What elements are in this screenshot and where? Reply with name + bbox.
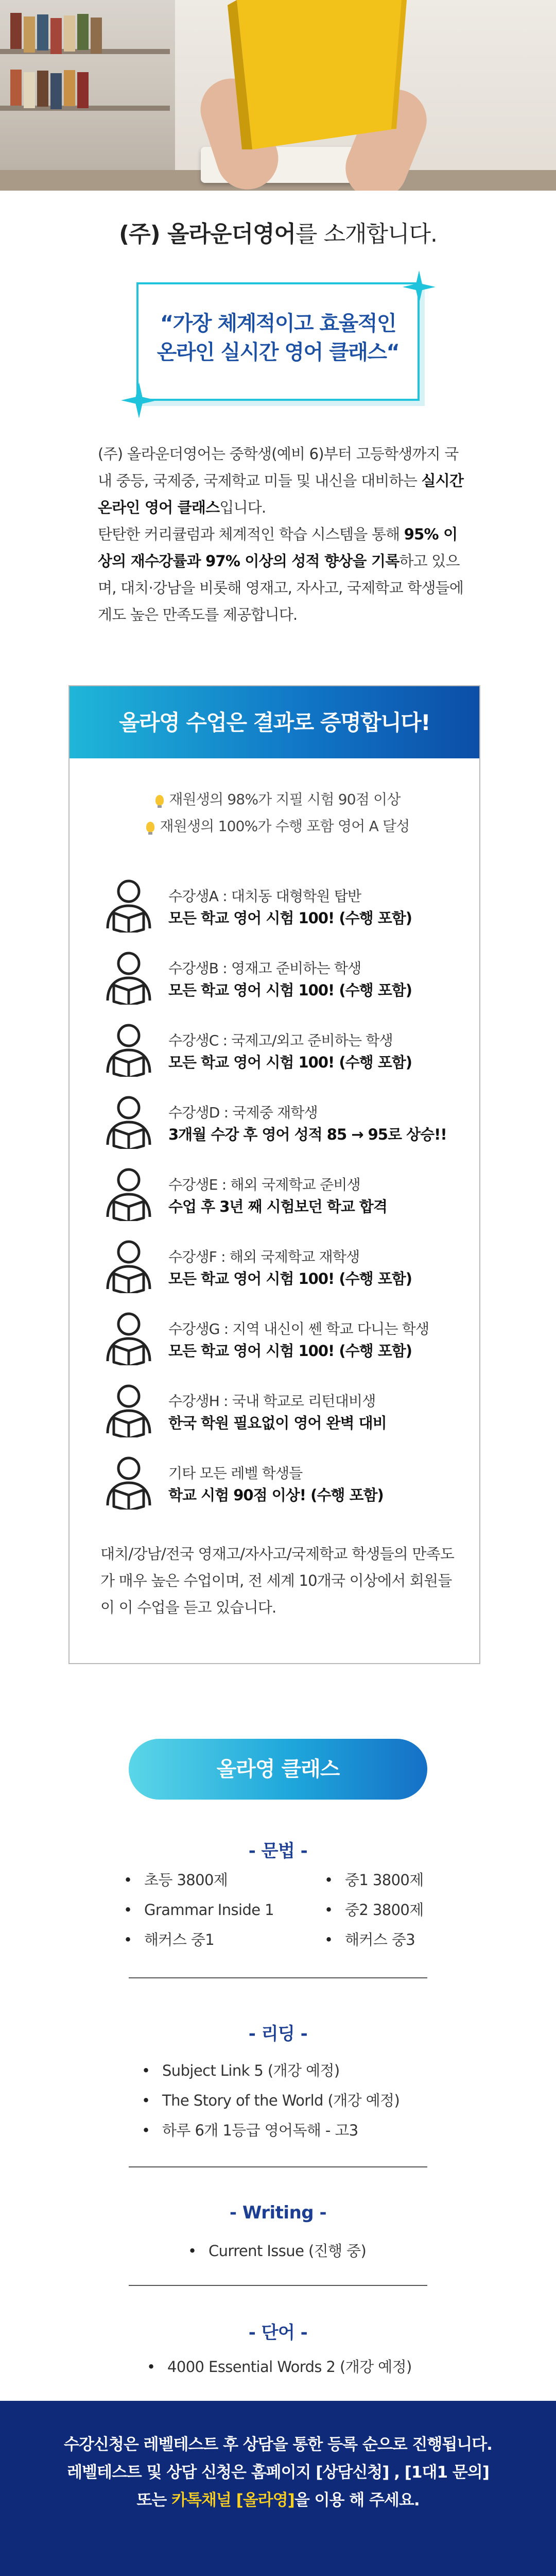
sparkle-icon <box>121 382 157 418</box>
intro-text: 하고 있으며, 대치·강남을 비롯해 영재고, 자사고, 국제학교 학생들에게도 높은 만족도를 제공합니다. <box>98 552 464 623</box>
reading-student-icon <box>100 876 157 933</box>
student-result-item <box>100 1092 461 1154</box>
section-title-writing: - Writing - <box>229 2202 327 2223</box>
intro-text-bold: 95% 이상의 재수강률과 97% 이상의 성적 향상을 기록 <box>98 526 458 570</box>
student-result-item <box>100 1453 461 1515</box>
list-item: • 하루 6개 1등급 영어독해 - 고3 <box>142 2115 399 2145</box>
quote-line: “가장 체계적이고 효율적인 <box>160 312 396 335</box>
student-result: 한국 학원 필요없이 영어 완벽 대비 <box>168 1414 387 1432</box>
list-item: • The Story of the World (개강 예정) <box>142 2086 399 2115</box>
student-result: 모든 학교 영어 시험 100! (수행 포함) <box>168 909 412 927</box>
reading-student-icon <box>100 1453 157 1510</box>
results-header-title: 올라영 수업은 결과로 증명합니다! <box>118 710 430 735</box>
student-result: 3개월 수강 후 영어 성적 85 → 95로 상승!! <box>168 1126 447 1143</box>
student-result: 수업 후 3년 째 시험보던 학교 합격 <box>168 1198 387 1215</box>
student-result-item <box>100 1381 461 1443</box>
student-name: 수강생D : 국제중 재학생 <box>168 1104 318 1121</box>
footer-line <box>0 2486 556 2514</box>
grammar-list-left <box>124 1865 274 1955</box>
reading-student-icon <box>100 1164 157 1221</box>
student-name: 수강생F : 해외 국제학교 재학생 <box>168 1248 360 1265</box>
section-title-reading: - 리딩 - <box>248 2024 308 2044</box>
vocab-list <box>147 2352 412 2382</box>
reading-student-icon <box>100 1020 157 1077</box>
highlight-item <box>0 788 556 809</box>
kakao-channel-link[interactable]: 카톡채널 [올라영] <box>171 2491 294 2510</box>
intro-text: 탄탄한 커리큘럼과 체계적인 학습 시스템을 통해 <box>98 526 404 543</box>
intro-title <box>0 215 556 248</box>
student-name: 수강생B : 영재고 준비하는 학생 <box>168 960 361 977</box>
student-result-item <box>100 1236 461 1298</box>
quote-line: 온라인 실시간 영어 클래스“ <box>157 341 399 364</box>
student-result-item <box>100 1309 461 1370</box>
list-item: • 초등 3800제 <box>124 1865 274 1895</box>
student-result-item <box>100 1020 461 1082</box>
footer-text <box>0 2431 556 2514</box>
lightbulb-icon <box>155 795 164 805</box>
highlight-item <box>0 815 556 836</box>
student-name: 수강생C : 국제고/외고 준비하는 학생 <box>168 1032 393 1049</box>
list-item: • Current Issue (진행 중) <box>188 2236 366 2266</box>
yellow-book <box>221 0 417 155</box>
list-item: • 4000 Essential Words 2 (개강 예정) <box>147 2352 412 2382</box>
writing-list <box>188 2236 366 2266</box>
student-result-item <box>100 948 461 1010</box>
reading-student-icon <box>100 1236 157 1293</box>
intro-text-bold: 실시간 온라인 영어 클래스 <box>98 472 464 516</box>
student-result: 모든 학교 영어 시험 100! (수행 포함) <box>168 1270 412 1287</box>
student-name: 기타 모든 레벨 학생들 <box>168 1465 303 1482</box>
student-name: 수강생G : 지역 내신이 쎈 학교 다니는 학생 <box>168 1320 429 1337</box>
student-result: 모든 학교 영어 시험 100! (수행 포함) <box>168 1054 412 1071</box>
quote-text <box>136 309 420 367</box>
reading-student-icon <box>100 1309 157 1365</box>
section-divider <box>129 2285 427 2286</box>
intro-title-company: (주) 올라운더영어 <box>118 221 296 247</box>
list-item: • 중2 3800제 <box>324 1895 424 1925</box>
hero-image <box>0 0 556 191</box>
intro-paragraph <box>98 521 468 628</box>
student-result: 모든 학교 영어 시험 100! (수행 포함) <box>168 981 412 999</box>
student-name: 수강생A : 대치동 대형학원 탑반 <box>168 888 361 905</box>
reading-student-icon <box>100 948 157 1005</box>
list-item: • Subject Link 5 (개강 예정) <box>142 2056 399 2086</box>
results-footer-text: 대치/강남/전국 영재고/자사고/국제학교 학생들의 만족도가 매우 높은 수업이며, 전 세계 10개국 이상에서 회원들이 이 수업을 듣고 있습니다. <box>100 1545 455 1616</box>
footer-line: 수강신청은 레벨테스트 후 상담을 통한 등록 순으로 진행됩니다. <box>64 2435 492 2454</box>
list-item: • 해커스 중1 <box>124 1925 274 1955</box>
highlight-text: 재원생의 98%가 지필 시험 90점 이상 <box>169 791 401 808</box>
section-title-grammar: - 문법 - <box>248 1841 308 1861</box>
intro-paragraph <box>98 440 468 521</box>
student-result-item <box>100 1164 461 1226</box>
intro-text: 입니다. <box>219 499 266 516</box>
lightbulb-icon <box>146 822 154 832</box>
list-item: • 중1 3800제 <box>324 1865 424 1895</box>
class-title-pill: 올라영 클래스 <box>129 1739 427 1800</box>
intro-title-rest: 를 소개합니다. <box>296 221 438 247</box>
grammar-list-right <box>324 1865 424 1955</box>
section-title-vocab: - 단어 - <box>248 2323 308 2343</box>
list-item: • Grammar Inside 1 <box>124 1895 274 1925</box>
student-result: 모든 학교 영어 시험 100! (수행 포함) <box>168 1342 412 1360</box>
student-result: 학교 시험 90점 이상! (수행 포함) <box>168 1486 384 1504</box>
footer-line: 레벨테스트 및 상담 신청은 홈페이지 [상담신청] , [1대1 문의] <box>67 2463 489 2482</box>
student-name: 수강생E : 해외 국제학교 준비생 <box>168 1176 360 1193</box>
highlight-text: 재원생의 100%가 수행 포함 영어 A 달성 <box>160 818 410 835</box>
section-divider <box>129 2166 427 2167</box>
reading-student-icon <box>100 1092 157 1149</box>
student-result-item <box>100 876 461 938</box>
list-item: • 해커스 중3 <box>324 1925 424 1955</box>
intro-body <box>98 440 468 628</box>
footer-text-plain: 을 이용 해 주세요. <box>294 2491 420 2510</box>
footer-text-plain: 또는 <box>136 2491 172 2510</box>
intro-text: (주) 올라운더영어는 중학생(예비 6)부터 고등학생까지 국내 중등, 국제중, 국제학교 미들 및 내신을 대비하는 <box>98 445 459 489</box>
reading-list <box>142 2056 399 2145</box>
reading-student-icon <box>100 1381 157 1437</box>
student-name: 수강생H : 국내 학교로 리턴대비생 <box>168 1393 376 1410</box>
section-divider <box>129 1977 427 1978</box>
sparkle-icon <box>403 270 436 303</box>
